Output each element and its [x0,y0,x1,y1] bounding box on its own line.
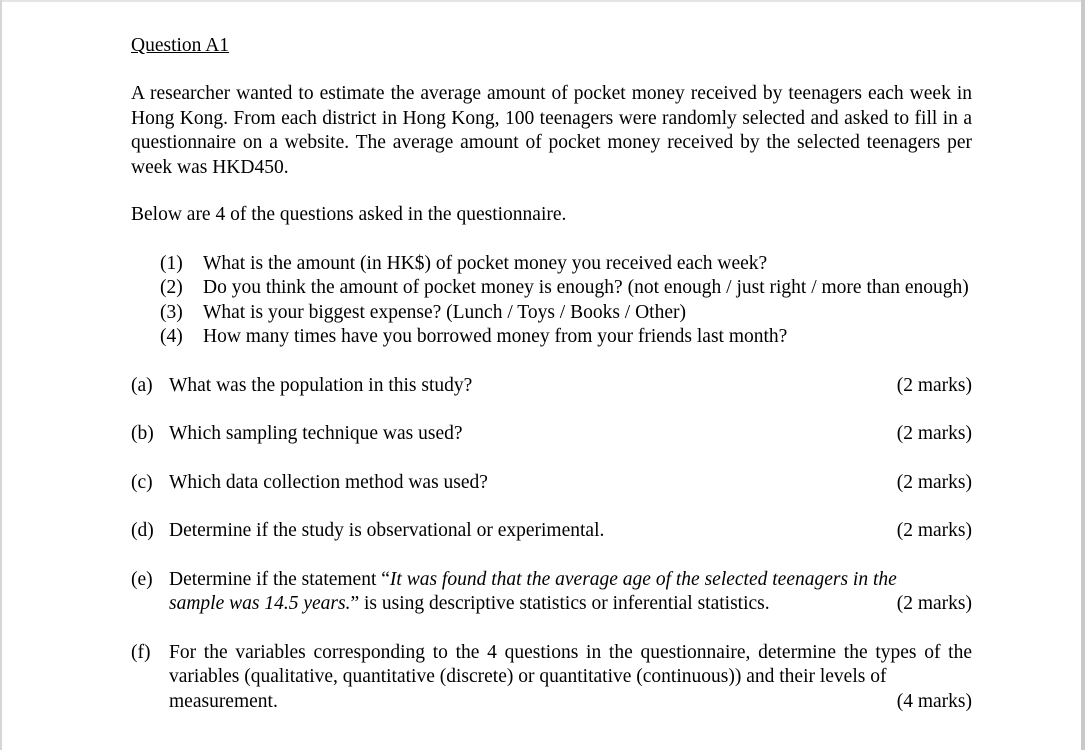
part-c [131,471,972,496]
part-text: What was the population in this study? [169,374,473,396]
part-label: (d) [131,520,154,541]
part-e-quoted-statement-end: sample was 14.5 years. [169,593,351,614]
part-marks: (2 marks) [896,423,972,444]
part-label: (c) [131,471,153,493]
part-e-line-2-text [169,592,770,617]
part-label: (b) [131,423,154,444]
questionnaire-list [160,252,972,350]
question-title: Question A1 [131,35,230,56]
intro-paragraph: A researcher wanted to estimate the average amount of pocket money received by teenagers each week in Hong Kong. From each district in Hong Kong, 100 teenagers were randomly selected and asked to fill in a questionnaire on a website. The average amount of pocket money received by the selected teenagers per week was HKD450. [131,83,972,178]
part-d [131,519,972,544]
questionnaire-item-text: Do you think the amount of pocket money is enough? (not enough / just right / more than enough) [203,277,969,298]
part-e [131,568,972,617]
part-f-last-line [169,690,972,715]
part-marks: (2 marks) [896,374,972,396]
part-text: Which data collection method was used? [169,471,488,493]
questionnaire-item-number: (1) [160,252,183,274]
part-marks: (2 marks) [896,520,972,541]
questionnaire-item-text: What is the amount (in HK$) of pocket money you received each week? [203,252,768,274]
document-page [131,34,972,738]
questionnaire-item-number: (3) [160,301,183,323]
part-f-last-line-text: measurement. [169,690,278,712]
part-label: (e) [131,568,153,590]
questionnaire-item-text: How many times have you borrowed money from your friends last month? [203,326,788,347]
part-e-line-2 [169,592,972,617]
questionnaire-item [160,325,972,350]
part-label: (a) [131,374,153,396]
part-text: Which sampling technique was used? [169,423,463,444]
questionnaire-item-number: (2) [160,277,183,298]
viewer-left-border [0,0,2,750]
questionnaire-item-text: What is your biggest expense? (Lunch / Toys / Books / Other) [203,301,686,323]
part-b [131,422,972,447]
questionnaire-item [160,276,972,301]
part-marks: (2 marks) [896,593,972,614]
part-e-trailing-text: ” is using descriptive statistics or inferential statistics. [350,593,770,614]
part-text: For the variables corresponding to the 4 questions in the questionnaire, determine the types of the variables (qualitative, quantitative (discrete) or quantitative (continuous)) and their levels of [169,641,972,687]
part-f [131,641,972,715]
part-e-quoted-statement: It was found that the average age of the selected teenagers in the [389,568,897,590]
viewer-scrollbar-edge [1081,0,1085,750]
questionnaire-item-number: (4) [160,326,183,347]
questionnaire-item [160,301,972,326]
part-marks: (4 marks) [896,690,972,712]
viewer-top-border [0,0,1085,2]
part-text: Determine if the study is observational or experimental. [169,520,605,541]
part-e-line-1-text [169,568,897,593]
part-label: (f) [131,641,151,663]
questionnaire-item [160,252,972,277]
part-e-lead-text: Determine if the statement “ [169,568,390,590]
questions-lead-in: Below are 4 of the questions asked in the questionnaire. [131,204,567,225]
part-e-line-1 [169,568,972,593]
part-marks: (2 marks) [896,471,972,493]
part-a [131,374,972,399]
